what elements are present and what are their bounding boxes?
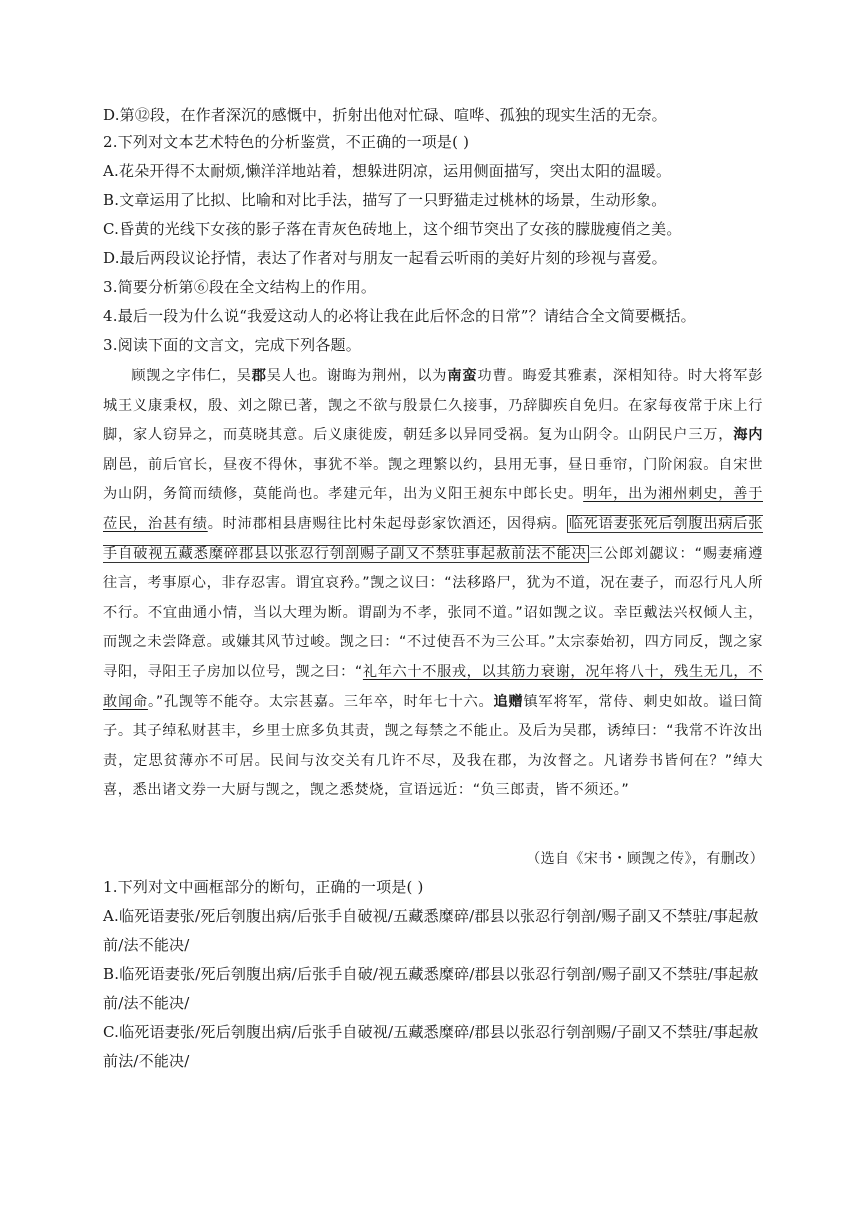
question-2-option-d: D.最后两段议论抒情，表达了作者对与朋友一起看云听雨的美好片刻的珍视与喜爱。	[103, 249, 667, 267]
question-4-text: 4.最后一段为什么说“我爱这动人的必将让我在此后怀念的日常”？请结合全文简要概括。	[103, 307, 696, 325]
passage-text: 顾觊之字伟仁，吴	[131, 368, 252, 384]
section-3-heading: 3.阅读下面的文言文，完成下列各题。	[103, 336, 361, 354]
passage-text: 。时沛郡相县唐赐往比村朱起母彭家饮酒还，因得病。	[207, 515, 567, 532]
subquestion-1-option-b-line1: B.临死语妻张/死后刳腹出病/后张手自破/视五藏悉糜碎/郡县以张忍行刳剖/赐子副又不禁驻/事起赦	[103, 965, 759, 983]
passage-text: 镇军将军，常侍、刺史如故。谥曰简子。其子绰私财甚丰，乡里士庶多负其责，觊之每禁之不能止。及后为吴郡，诱绰曰：“我常不许汝出责，定思贫薄亦不可居。民间与汝交关有几许不尽，及我在郡，为汝督之。凡诸券书皆何在？”绰大喜，悉出诸文券一大厨与觊之，觊之悉焚烧，宣语远近：“负三郎责，皆不须还。”	[103, 693, 764, 799]
subquestion-1-option-c-line2: 前法/不能决/	[103, 1052, 190, 1070]
passage-text: 剧邑，前后官长，昼夜不得休，事犹不举。觊之理繁以约，县用无事，昼日垂帘，门阶闲寂。自宋世为山阴，务简而绩修，莫能尚也。孝建元年，出为义阳王昶东中郎长史。	[103, 456, 763, 503]
subquestion-1-option-c-line1: C.临死语妻张/死后刳腹出病/后张手自破视/五藏悉糜碎/郡县以张忍行刳剖赐/子副又不禁驻/事起赦	[103, 1023, 759, 1041]
passage-text: 吴人也。谢晦为荆州，以为	[266, 368, 448, 384]
passage-bold-term: 南蛮	[447, 368, 478, 384]
question-2-option-c: C.昏黄的光线下女孩的影子落在青灰色砖地上，这个细节突出了女孩的朦胧瘦俏之美。	[103, 220, 682, 238]
classical-passage	[103, 362, 763, 806]
passage-text: 。”孔觊等不能夺。太宗甚嘉。三年卒，时年七十六。	[147, 693, 494, 710]
subquestion-1-stem: 1.下列对文中画框部分的断句，正确的一项是( )	[103, 878, 424, 896]
passage-source: （选自《宋书・顾觊之传》，有删改）	[526, 851, 764, 867]
passage-text: 功曹。晦爱其雅素，深相知待。时大将军彭城王义康秉权，殷、刘之隙已著，觊之不欲与殷景仁久接事，乃辞脚疾自免归。在家每夜常于床上行脚，家人窃异之，而莫晓其意。后义康徙废，朝廷多以异同受祸。复为山阴令。山阴民户三万，	[103, 368, 763, 444]
passage-bold-term: 海内	[733, 427, 764, 444]
subquestion-1-option-a-line1: A.临死语妻张/死后刳腹出病/后张手自破视/五藏悉糜碎/郡县以张忍行刳剖/赐子副又不禁驻/事起赦	[103, 907, 759, 925]
question-2-option-b: B.文章运用了比拟、比喻和对比手法，描写了一只野猫走过桃林的场景，生动形象。	[103, 191, 667, 209]
question-2-stem: 2.下列对文本艺术特色的分析鉴赏，不正确的一项是( )	[103, 133, 470, 151]
question-3-text: 3.简要分析第⑥段在全文结构上的作用。	[103, 278, 377, 296]
option-d-prev: D.第⑫段，在作者深沉的感慨中，折射出他对忙碌、喧哗、孤独的现实生活的无奈。	[103, 106, 667, 124]
underlined-sentence: 礼年六十不服戎，以其筋力衰谢，况年将八十，残生无几，不敢闻命	[103, 663, 764, 710]
framed-sentence: 临死语妻张死后刳腹出病后张手自破视五藏悉糜碎郡县以张忍行刳剖赐子副又不禁驻事起赦前法不能决	[103, 515, 764, 562]
passage-text: 三公郎刘勰议：“赐妻痛遵往言，考事原心，非存忍害。谓宜哀矜。”觊之议曰：“法移路尸，犹为不道，况在妻子，而忍行凡人所不行。不宜曲通小情，当以大理为断。谓副为不孝，张同不道。”诏如觊之议。幸臣戴法兴权倾人主，而觊之未尝降意。或嫌其风节过峻。觊之曰：“不过使吾不为三公耳。”太宗泰始初，四方同反，觊之家寻阳，寻阳王子房加以位号，觊之曰：“	[103, 545, 763, 680]
underlined-sentence: 明年，出为湘州刺史，善于莅民，治甚有绩	[103, 486, 763, 532]
question-2-option-a: A.花朵开得不太耐烦,懒洋洋地站着，想躲进阴凉，运用侧面描写，突出太阳的温暖。	[103, 162, 672, 180]
passage-bold-term: 追赠	[493, 693, 524, 710]
subquestion-1-option-b-line2: 前/法不能决/	[103, 994, 190, 1012]
passage-bold-term: 郡	[251, 368, 267, 384]
subquestion-1-option-a-line2: 前/法不能决/	[103, 936, 190, 954]
